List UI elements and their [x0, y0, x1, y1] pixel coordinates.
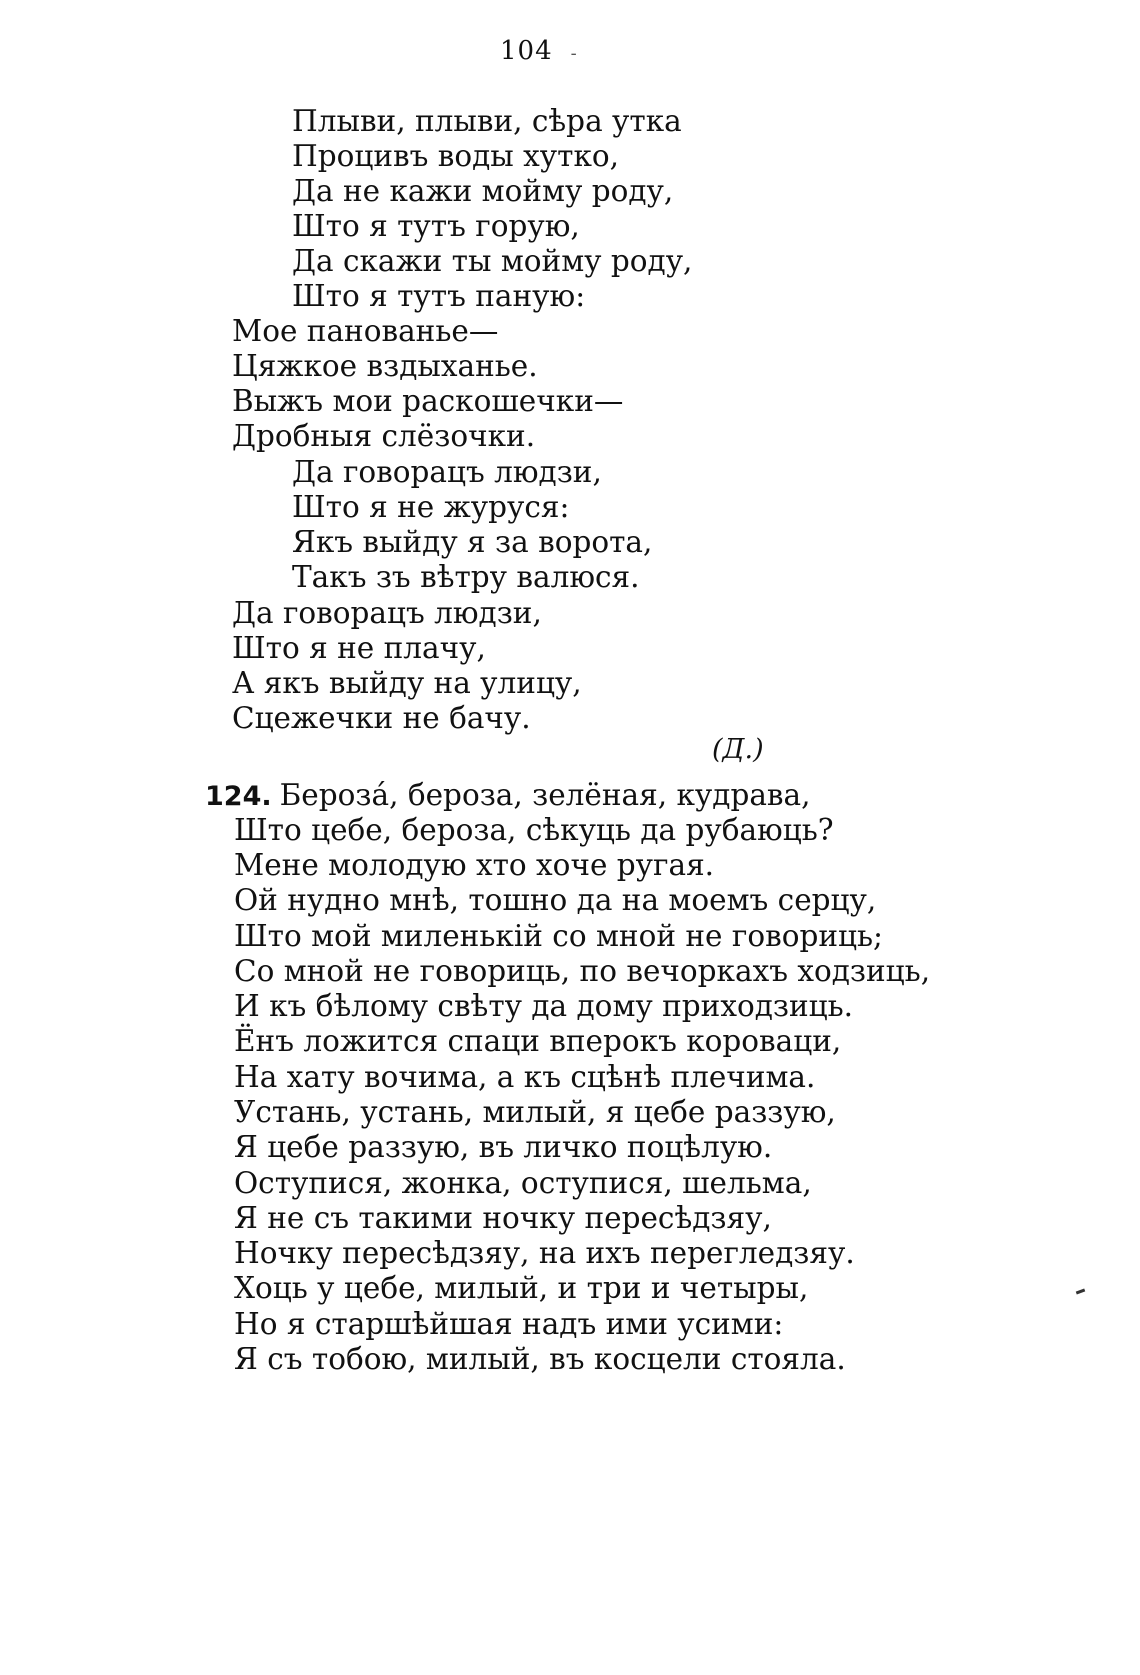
verse-line: Со мной не говориць, по вечоркахъ ходзиць, [234, 954, 931, 988]
verse-line: Што цебе, бероза, сѣкуць да рубаюць? [234, 813, 834, 847]
verse-line-text: Бероза́, бероза, зелёная, кудрава, [279, 778, 811, 812]
verse-line: Я цебе раззую, въ личко поцѣлую. [234, 1130, 773, 1164]
verse-line: Хоць у цебе, милый, и три и четыры, [234, 1271, 809, 1305]
verse-line: Якъ выйду я за ворота, [292, 525, 653, 559]
verse-line: И къ бѣлому свѣту да дому приходзиць. [234, 989, 854, 1023]
verse-line: А якъ выйду на улицу, [232, 666, 582, 700]
verse-line: Цяжкое вздыханье. [232, 349, 538, 383]
verse-line: Сцежечки не бачу. [232, 701, 531, 735]
verse-line: Мене молодую хто хоче ругая. [234, 848, 715, 882]
source-credit: (Д.) [712, 734, 764, 765]
page-number-value: 104 [500, 36, 553, 66]
verse-line: Я съ тобою, милый, въ косцели стояла. [234, 1342, 846, 1376]
verse-line: Я не съ такими ночку пересѣдзяу, [234, 1201, 772, 1235]
verse-line: Што мой миленькій со мной не говориць; [234, 919, 883, 953]
verse-line: Да не кажи мойму роду, [292, 174, 674, 208]
verse-line: Што я тутъ паную: [292, 279, 586, 313]
verse-line: Ночку пересѣдзяу, на ихъ перегледзяу. [234, 1236, 855, 1270]
verse-line: Но я старшѣйшая надъ ими усими: [234, 1307, 784, 1341]
verse-line: Да скажи ты мойму роду, [292, 244, 693, 278]
verse-line: На хату вочима, а къ сцѣнѣ плечима. [234, 1060, 816, 1094]
verse-line: Што я не плачу, [232, 631, 486, 665]
page-number [500, 36, 578, 66]
verse-line: Што я не журуся: [292, 490, 570, 524]
verse-line: Ой нудно мнѣ, тошно да на моемъ серцу, [234, 883, 877, 917]
verse-line: Выжъ мои раскошечки— [232, 384, 624, 418]
verse-line: Мое панованье— [232, 314, 499, 348]
verse-line: Такъ зъ вѣтру валюся. [292, 560, 640, 594]
verse-line: Оступися, жонка, оступися, шельма, [234, 1166, 812, 1200]
song-number: 124. [205, 781, 272, 812]
song-first-line [205, 778, 811, 814]
scan-speck [1076, 1289, 1085, 1295]
verse-line: Плыви, плыви, сѣра утка [292, 104, 682, 138]
verse-line: Устань, устань, милый, я цебе раззую, [234, 1095, 836, 1129]
page-number-dash: - [570, 43, 578, 64]
verse-line: Да говорацъ людзи, [232, 596, 542, 630]
verse-line: Што я тутъ горую, [292, 209, 580, 243]
verse-line: Да говорацъ людзи, [292, 455, 602, 489]
verse-line: Ёнъ ложится спаци вперокъ короваци, [234, 1024, 842, 1058]
verse-line: Процивъ воды хутко, [292, 139, 620, 173]
verse-line: Дробныя слёзочки. [232, 419, 536, 453]
